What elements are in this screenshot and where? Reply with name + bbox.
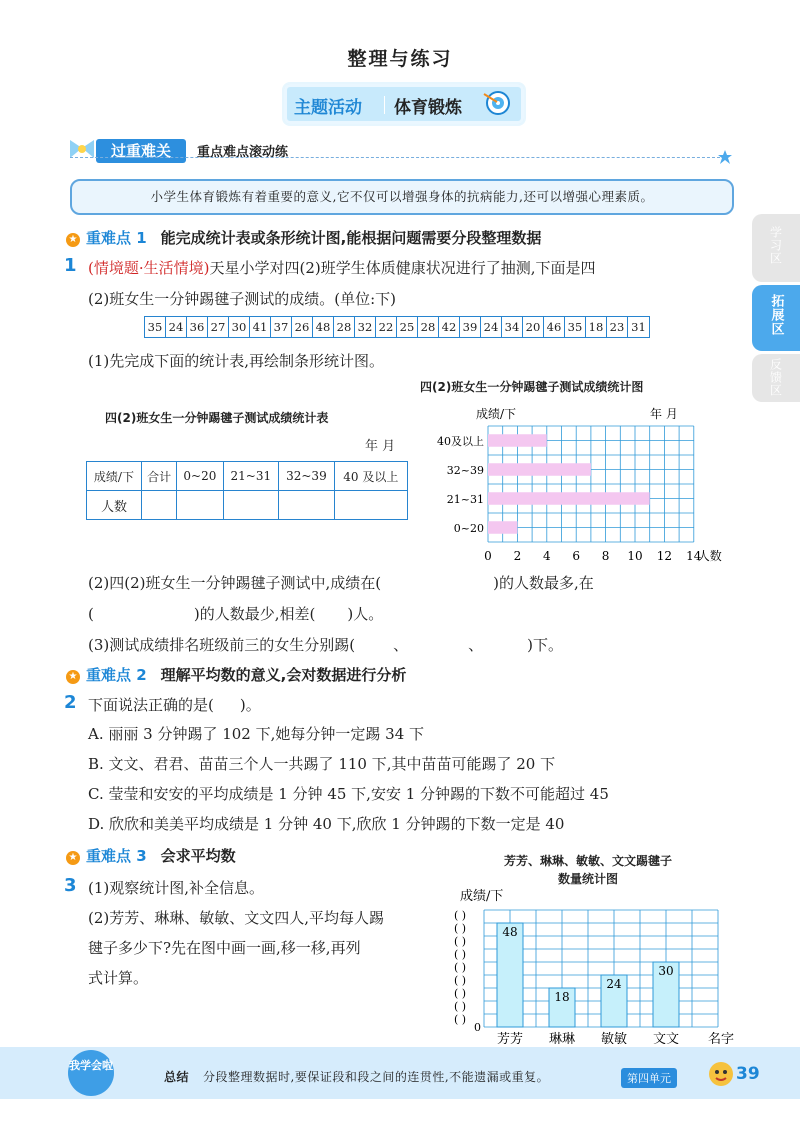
answer-cell[interactable] [177, 491, 223, 520]
scores-strip [144, 316, 650, 338]
chart-2-ylabel: 成绩/下 [460, 889, 504, 904]
question-2-number: 2 [64, 692, 77, 713]
chart-1-tick-label: 4 [542, 549, 551, 563]
chart-2-zero-label: 0 [474, 1021, 481, 1034]
tab-extend-label: 拓展区 [768, 294, 784, 336]
key-point-3 [66, 845, 236, 866]
chart-2-tick-blank: ( ) [454, 922, 467, 935]
score-cell: 20 [523, 317, 544, 337]
page-title: 整理与练习 [347, 48, 453, 70]
key-point-3-text: 会求平均数 [160, 847, 236, 865]
intro-box: 小学生体育锻炼有着重要的意义,它不仅可以增强身体的抗病能力,还可以增强心理素质。 [70, 179, 734, 215]
chart-1-bar [488, 521, 517, 534]
chart-2-tick-blank: ( ) [454, 961, 467, 974]
answer-cell[interactable] [334, 491, 407, 520]
question-1-part2-line2 [88, 603, 383, 624]
chart-2-category-label: 琳琳 [548, 1032, 576, 1044]
question-1-tag: (情境题·生活情境) [88, 259, 210, 277]
question-3-part2-line2: 毽子多少下?先在图中画一画,移一移,再列 [88, 939, 361, 957]
chart-2-tick-blank: ( ) [454, 987, 467, 1000]
theme-banner [282, 82, 526, 126]
score-cell: 46 [544, 317, 565, 337]
tab-extend[interactable] [752, 285, 800, 351]
score-cell: 48 [313, 317, 334, 337]
chart-2-data-label: 18 [554, 990, 570, 1004]
key-point-icon: ★ [66, 851, 80, 865]
chart-2-tick-blank: ( ) [454, 935, 467, 948]
chart-2-title [470, 852, 706, 888]
option-d[interactable]: D. 欣欣和美美平均成绩是 1 分钟 40 下,欣欣 1 分钟踢的下数一定是 40 [88, 815, 565, 833]
unit-badge: 第四单元 [621, 1068, 677, 1088]
question-3-part2-line1: (2)芳芳、琳琳、敏敏、文文四人,平均每人踢 [88, 909, 385, 927]
chart-1-category-label: 32~39 [446, 463, 484, 477]
section-divider [70, 157, 720, 158]
part2-text-b: )的人数最多,在 [493, 574, 594, 592]
table-header-cell: 32~39 [279, 462, 335, 491]
part2-text-e: )人。 [347, 605, 384, 623]
option-c[interactable]: C. 莹莹和安安的平均成绩是 1 分钟 45 下,安安 1 分钟踢的下数不可能超过 45 [88, 785, 609, 803]
theme-label: 主题活动 [294, 98, 362, 118]
question-1-part3 [88, 634, 563, 655]
score-cell: 35 [145, 317, 166, 337]
key-point-2-text: 理解平均数的意义,会对数据进行分析 [160, 666, 407, 684]
chart-2-tick-blank: ( ) [454, 974, 467, 987]
tab-feedback-label: 反馈区 [768, 358, 783, 397]
score-cell: 34 [502, 317, 523, 337]
score-cell: 25 [397, 317, 418, 337]
key-point-2-label: 重难点 2 [86, 666, 147, 684]
chart-1-category-label: 0~20 [453, 521, 484, 535]
part3-text-b: )下。 [527, 636, 563, 654]
theme-divider [384, 96, 385, 114]
mascot-icon [706, 1056, 736, 1090]
key-point-1-text: 能完成统计表或条形统计图,能根据问题需要分段整理数据 [160, 229, 542, 247]
option-b[interactable]: B. 文文、君君、苗苗三个人一共踢了 110 下,其中苗苗可能踢了 20 下 [88, 755, 556, 773]
question-1-text: 天星小学对四(2)班学生体质健康状况进行了抽测,下面是四 [209, 259, 596, 277]
page-number: 39 [736, 1064, 760, 1084]
key-point-icon: ★ [66, 670, 80, 684]
answer-cell[interactable] [279, 491, 335, 520]
tab-feedback[interactable] [752, 354, 800, 402]
key-point-2 [66, 664, 406, 685]
question-1-part1: (1)先完成下面的统计表,再绘制条形统计图。 [88, 352, 385, 370]
score-cell: 37 [271, 317, 292, 337]
score-cell: 39 [460, 317, 481, 337]
key-point-icon: ★ [66, 233, 80, 247]
part2-text-c: ( [88, 605, 94, 623]
question-3-number: 3 [64, 875, 77, 896]
chart-1-category-label: 21~31 [446, 492, 484, 506]
theme-topic: 体育锻炼 [394, 98, 462, 118]
score-cell: 27 [208, 317, 229, 337]
chart-2-xlabel: 名字 [708, 1032, 735, 1044]
question-1-line1 [88, 257, 596, 278]
score-cell: 24 [481, 317, 502, 337]
part2-text-d: )的人数最少,相差( [193, 605, 316, 623]
chart-1-category-label: 40及以上 [437, 434, 484, 448]
chart-2-title-line1: 芳芳、琳琳、敏敏、文文踢毽子 [503, 854, 672, 868]
chart-2 [446, 884, 746, 1044]
score-cell: 24 [166, 317, 187, 337]
table-title: 四(2)班女生一分钟踢毽子测试成绩统计表 [105, 411, 329, 425]
score-cell: 41 [250, 317, 271, 337]
chart-1-tick-label: 2 [513, 549, 522, 563]
score-cell: 36 [187, 317, 208, 337]
table-header-cell: 21~31 [223, 462, 279, 491]
question-2-stem [88, 694, 261, 715]
chart-1-title: 四(2)班女生一分钟踢毽子测试成绩统计图 [420, 380, 644, 394]
answer-cell[interactable] [141, 491, 176, 520]
chart-2-tick-blank: ( ) [454, 948, 467, 961]
question-3-part1: (1)观察统计图,补全信息。 [88, 879, 265, 897]
part3-sep: 、 [468, 636, 484, 654]
chart-1-bar [488, 463, 591, 476]
chart-1-bar [488, 434, 547, 447]
section-subtitle: 重点难点滚动练 [197, 145, 289, 160]
part2-text-a: (2)四(2)班女生一分钟踢毽子测试中,成绩在( [88, 574, 382, 592]
question-1-number: 1 [64, 255, 77, 276]
chart-1-tick-label: 8 [601, 549, 610, 563]
chart-2-category-label: 文文 [652, 1032, 680, 1044]
chart-2-data-label: 24 [606, 977, 622, 991]
summary-note [164, 1068, 549, 1085]
key-point-3-label: 重难点 3 [86, 847, 147, 865]
chart-2-title-line2: 数量统计图 [557, 872, 618, 886]
chart-1-date: 年 月 [650, 407, 678, 421]
chart-2-data-label: 48 [502, 925, 518, 939]
chart-1-xlabel: 人数 [697, 549, 722, 563]
summary-text: 分段整理数据时,要保证段和段之间的连贯性,不能遗漏或重复。 [203, 1070, 550, 1084]
chart-1-tick-label: 10 [627, 549, 643, 563]
score-cell: 28 [334, 317, 355, 337]
row-label: 人数 [87, 491, 142, 520]
chart-2-data-label: 30 [658, 964, 674, 978]
table-header-cell: 合计 [141, 462, 176, 491]
chart-1-tick-label: 12 [656, 549, 673, 563]
option-a[interactable]: A. 丽丽 3 分钟踢了 102 下,她每分钟一定踢 34 下 [88, 725, 425, 743]
target-icon [482, 90, 512, 116]
chart-1-ylabel: 成绩/下 [476, 407, 517, 421]
chart-2-tick-blank: ( ) [454, 909, 467, 922]
score-cell: 42 [439, 317, 460, 337]
table-header-cell: 成绩/下 [87, 462, 142, 491]
table-row [87, 491, 408, 520]
question-3-part2-line3: 式计算。 [88, 969, 149, 987]
chart-2-tick-blank: ( ) [454, 1000, 467, 1013]
score-cell: 30 [229, 317, 250, 337]
score-cell: 35 [565, 317, 586, 337]
tab-study[interactable] [752, 214, 800, 282]
mascot-badge: 我学会啦 [68, 1050, 114, 1096]
part3-sep: 、 [393, 636, 409, 654]
score-cell: 23 [607, 317, 628, 337]
table-header-cell: 0~20 [177, 462, 223, 491]
stats-table [86, 461, 408, 520]
score-cell: 31 [631, 320, 646, 334]
chart-2-category-label: 敏敏 [600, 1032, 628, 1044]
summary-label: 总结 [164, 1070, 190, 1084]
bowtie-icon [66, 134, 98, 166]
part3-text-a: (3)测试成绩排名班级前三的女生分别踢( [88, 636, 356, 654]
score-cell: 22 [376, 317, 397, 337]
question-2-stem-text: 下面说法正确的是( [88, 696, 214, 714]
chart-2-category-label: 芳芳 [496, 1032, 524, 1044]
star-icon [718, 150, 732, 164]
score-cell: 28 [418, 317, 439, 337]
answer-cell[interactable] [223, 491, 279, 520]
key-point-1 [66, 227, 541, 248]
question-2-stem-end: )。 [239, 696, 261, 714]
table-header-cell: 40 及以上 [334, 462, 407, 491]
question-1-part2-line1 [88, 572, 594, 593]
chart-1-tick-label: 14 [686, 549, 702, 563]
chart-1-tick-label: 6 [572, 549, 581, 563]
chart-2-tick-blank: ( ) [454, 1013, 467, 1026]
table-date: 年 月 [365, 439, 396, 454]
section-banner: 过重难关 [96, 139, 186, 163]
chart-1-tick-label: 0 [484, 549, 492, 563]
score-cell: 26 [292, 317, 313, 337]
chart-1-bar [488, 492, 650, 505]
score-cell: 32 [355, 317, 376, 337]
tab-study-label: 学习区 [768, 226, 783, 265]
chart-1 [414, 398, 744, 568]
question-1-line2: (2)班女生一分钟踢毽子测试的成绩。(单位:下) [88, 290, 397, 308]
table-header-row [87, 462, 408, 491]
score-cell: 18 [586, 317, 607, 337]
key-point-1-label: 重难点 1 [86, 229, 147, 247]
